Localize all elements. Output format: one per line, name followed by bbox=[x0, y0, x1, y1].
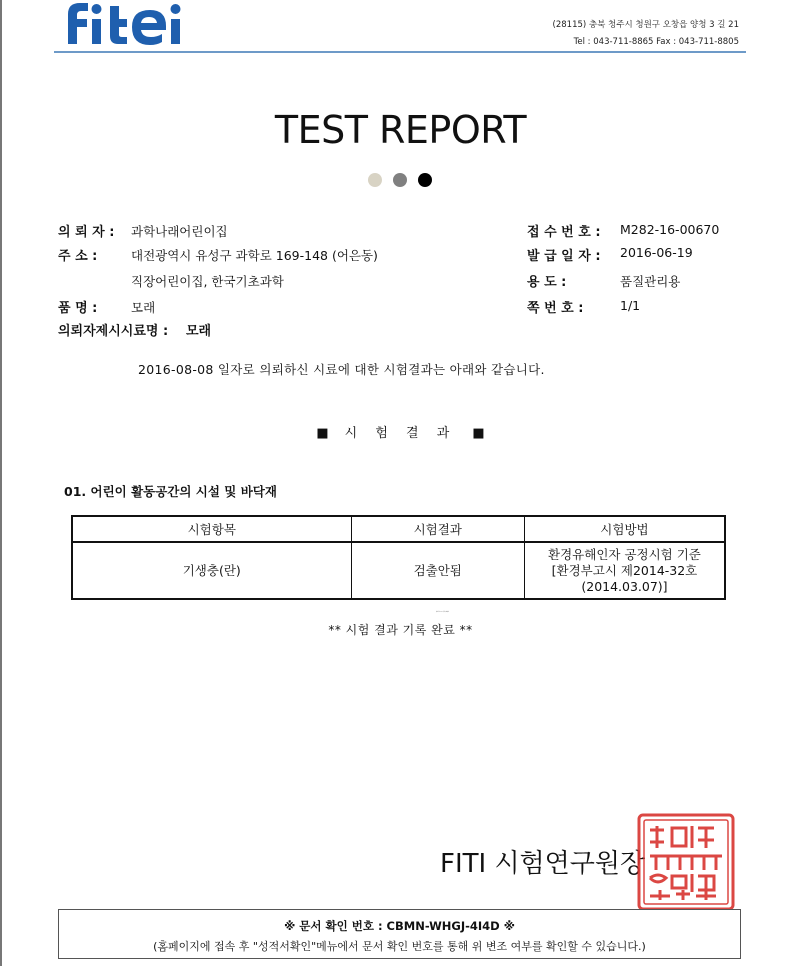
client-label: 의 뢰 자 : bbox=[58, 225, 115, 240]
verification-instructions: (홈페이지에 접속 후 "성적서확인"메뉴에서 문서 확인 번호를 통해 위 변조 여부를 확인할 수 있습니다.) bbox=[153, 940, 646, 953]
results-table bbox=[71, 515, 726, 600]
dot-beige bbox=[368, 173, 382, 187]
table-header-row bbox=[72, 516, 725, 542]
address-label: 주 소 : bbox=[58, 249, 98, 264]
completion-note: ** 시험 결과 기록 완료 ** bbox=[328, 623, 473, 637]
dot-gray bbox=[393, 173, 407, 187]
cell-test-item: 기생충(란) bbox=[72, 542, 351, 599]
cell-test-method bbox=[524, 542, 725, 599]
results-section-header bbox=[0, 422, 801, 441]
verification-number: ※ 문서 확인 번호 : CBMN-WHGJ-4I4D ※ bbox=[284, 919, 515, 933]
page-number-value: 1/1 bbox=[620, 298, 641, 313]
issue-date-label: 발 급 일 자 : bbox=[527, 249, 601, 264]
column-header-test-item: 시험항목 bbox=[72, 516, 351, 542]
official-seal-stamp bbox=[436, 612, 736, 912]
product-value: 모래 bbox=[131, 300, 156, 315]
header-contact bbox=[553, 17, 739, 51]
header-address: (28115) 충북 청주시 청원구 오창읍 양청 3 길 21 bbox=[552, 20, 739, 30]
square-bullet-icon: ■ bbox=[472, 426, 485, 441]
receipt-number-label: 접 수 번 호 : bbox=[527, 225, 601, 240]
results-section-title: 시 험 결 과 bbox=[344, 426, 457, 441]
sample-value: 모래 bbox=[186, 324, 212, 339]
method-line-2: [환경부고시 제2014-32호 bbox=[551, 562, 698, 578]
column-header-test-method: 시험방법 bbox=[524, 516, 725, 542]
header-divider bbox=[54, 51, 746, 53]
page-title: TEST REPORT bbox=[274, 108, 527, 152]
address-value-line2: 직장어린이집, 한국기초과학 bbox=[131, 274, 284, 289]
purpose-value: 품질관리용 bbox=[620, 274, 681, 289]
intro-sentence: 2016-08-08 일자로 의뢰하신 시료에 대한 시험결과는 아래와 같습니다. bbox=[138, 362, 545, 377]
square-bullet-icon: ■ bbox=[316, 426, 329, 441]
address-value-line1: 대전광역시 유성구 과학로 169-148 (어은동) bbox=[131, 248, 378, 263]
receipt-number-value: M282-16-00670 bbox=[620, 222, 720, 237]
method-line-3: (2014.03.07)] bbox=[581, 578, 668, 594]
product-label: 품 명 : bbox=[58, 301, 98, 316]
purpose-label: 용 도 : bbox=[527, 275, 567, 290]
document-verification-box bbox=[58, 909, 741, 959]
dot-black bbox=[418, 173, 432, 187]
svg-text:재단법인 FITI 시험연구원장인: 재단법인 FITI 시험연구원장인 bbox=[436, 612, 450, 613]
decorative-dots bbox=[368, 173, 434, 189]
method-line-1: 환경유해인자 공정시험 기준 bbox=[548, 546, 701, 562]
sample-label: 의뢰자제시시료명 : bbox=[58, 324, 169, 339]
issue-date-value: 2016-06-19 bbox=[620, 245, 693, 260]
page-number-label: 쪽 번 호 : bbox=[527, 301, 584, 316]
client-value: 과학나래어린이집 bbox=[131, 224, 228, 239]
fiti-logo bbox=[58, 0, 180, 44]
table-row bbox=[72, 542, 725, 599]
header-phone-fax: Tel : 043-711-8865 Fax : 043-711-8805 bbox=[573, 37, 739, 47]
cell-test-result: 검출안됨 bbox=[351, 542, 524, 599]
column-header-test-result: 시험결과 bbox=[351, 516, 524, 542]
subsection-title: 01. 어린이 활동공간의 시설 및 바닥재 bbox=[64, 484, 277, 499]
director-name: FITI 시험연구원장 bbox=[440, 849, 646, 879]
